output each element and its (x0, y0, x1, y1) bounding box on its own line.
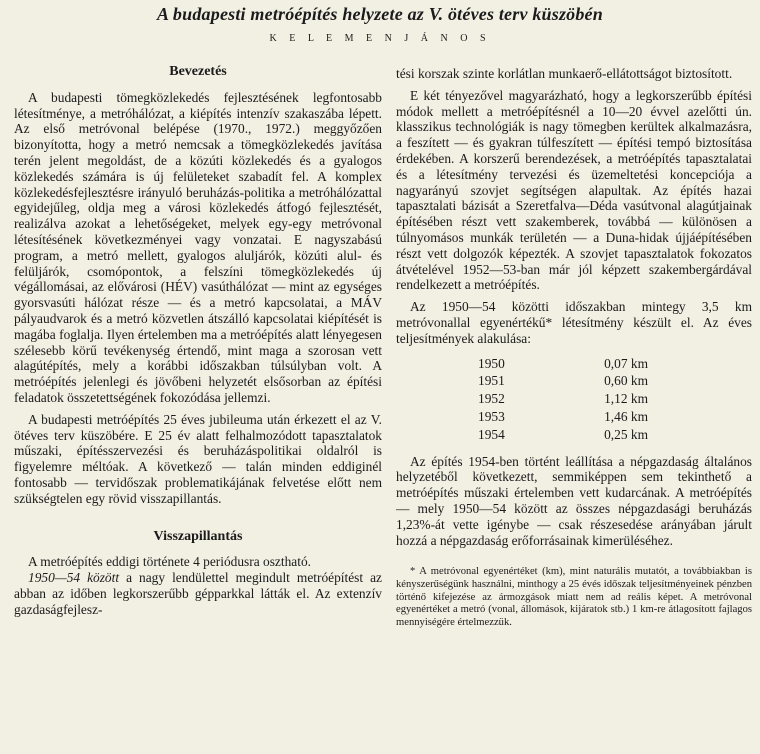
paragraph-text: a nagy lendülettel megindult metróépítést az abban az időben legkorszerűbb gépparkkal látták el. Az extenzív gazdaságfejlesz- (14, 570, 382, 617)
km-cell: 1,12 km (604, 391, 648, 407)
year-cell: 1952 (478, 391, 505, 407)
table-row (478, 372, 648, 390)
km-cell: 1,46 km (604, 408, 648, 424)
paragraph: tési korszak szinte korlátlan munkaerő-ellátottságot biztosított. (396, 66, 733, 81)
paragraph: A budapesti metróépítés 25 éves jubileuma után érkezett el az V. ötéves terv küszöbére. E 25 év alatt felhalmozódott tapasztalatok műszaki, építésszervezési és beruházáspolitikai oldalról is figyelemre méltóak. A következő — talán minden eddiginél fontosabb — tervidőszak problematikájának felvetése előtt nem szükségtelen egy rövid visszapillantás. (14, 411, 382, 506)
paragraph: Az 1950—54 közötti időszakban mintegy 3,5 km metróvonallal egyenértékű* létesítmény készült el. Az éves teljesítmények alakulása: (396, 299, 752, 346)
year-cell: 1951 (478, 373, 505, 389)
paragraph: E két tényezővel magyarázható, hogy a legkorszerűbb építési módok mellett a metróépítésnél a 10—20 évvel azelőtti ún. klasszikus technológiák is nagy tömegben kerültek alkalmazásra, a feszített — és gyakran túlfeszített — építési tempó biztosítása érdekében. A korszerű berendezések, a metróépítés tapasztalatai és a létesítmény tervezési és üzemeltetési koncepciója a nagyarányú szovjet segítségen alapultak. Az építés hazai tapasztalati bázisát a Szeretfalva—Déda vasútvonal alagútjainak építésében részt vett szakemberek, továbbá — különösen a túlnyomásos munkák területén — a Duna-hidak újjáépítésében részt vett dolgozók képezték. A szovjet tapasztalatok fokozatos átvételével 1952—53-ban már jól képzett szakembergárdával rendelkezett a metróépítés. (396, 87, 752, 293)
paragraph: A budapesti tömegközlekedés fejlesztésének legfontosabb létesítménye, a metróhálózat, a kiépítés intenzív szakaszába lépett. Az első metróvonal belépése (1970., 1972.) meggyőzően bizonyította, hogy a metró nemcsak a tömegközlekedés javítása terén jelent megoldást, de a közúti közlekedés és a gyalogos közlekedés számára is új felületeket szabadít fel. A komplex közlekedésfejlesztésre irányuló beruházás-politika a metróhálózattal egyidejűleg, oldja meg a városi közlekedés átfogó fejlesztését, realizálva azokat a lehetőségeket, melyek egy-egy metróvonal létesítésének következményei vagy vonzatai. E nagyszabású program, a metró mellett, gyalogos aluljárók, közúti alul- és felüljárók, csomópontok, a felszíni tömegközlekedés új végállomásai, az elővárosi (HÉV) vasúthálózat — mint az egységes gyorsvasúti hálózat része — és a metró kapcsolatai, a MÁV pályaudvarok és a metró közvetlen átszálló kapcsolatai kiépítését is magába foglalja. Ilyen értelemben ma a metróépítés alatt lényegesen szélesebb körű tevékenység értendő, mint maga a szorosan vett alagútépítés, mely a korábbi időszakban túlsúlyban volt. A metróépítés jelenlegi és jövőbeni helyzetét elsősorban az építési feladatok összetettségének fokozódása jellemzi. (14, 89, 382, 405)
section-heading-intro: Bevezetés (169, 64, 227, 79)
table-row (478, 426, 648, 444)
year-cell: 1953 (478, 408, 505, 424)
table-row (478, 355, 648, 373)
paragraph: A metróépítés eddigi története 4 periódusra osztható. (28, 554, 311, 570)
year-cell: 1954 (478, 426, 505, 442)
km-cell: 0,25 km (604, 426, 648, 442)
period-label: 1950—54 között (28, 570, 120, 586)
article-author: K E L E M E N J Á N O S (269, 33, 491, 44)
table-row (478, 390, 648, 408)
paragraph (14, 570, 382, 617)
article-title: A budapesti metróépítés helyzete az V. ötéves terv küszöbén (157, 4, 603, 24)
km-cell: 0,60 km (604, 373, 648, 389)
annual-output-table (478, 355, 648, 444)
table-row (478, 408, 648, 426)
footnote (396, 566, 752, 629)
km-cell: 0,07 km (604, 355, 648, 371)
footnote-text: * A metróvonal egyenértéket (km), mint naturális mutatót, a továbbiakban is kényszerűségünk használni, minthogy a 25 évés időszak teljesítményeinek pénzben történő kifejezése az ármozgások miatt nem ad reális képet. A metróvonal egyenértéket a metró (vonal, állomások, kijáratok stb.) 1 km-re átlagosított fajlagos mennyiségére értelmezzük. (396, 566, 752, 628)
paragraph: Az építés 1954-ben történt leállítása a népgazdaság általános helyzetéből következett, semmiképpen sem tekinthető a metróépítés műszaki értelemben vett kudarcának. A metróépítés — mely 1950—54 között az összes népgazdasági beruházás 1,23%-át vette igénybe — csak részesedése arányában járult hozzá a népgazdaság erőforrásainak kimerüléséhez. (396, 453, 752, 548)
section-heading-retrospective: Visszapillantás (153, 528, 243, 544)
left-column (14, 64, 382, 618)
year-cell: 1950 (478, 355, 505, 371)
right-column (396, 66, 752, 629)
